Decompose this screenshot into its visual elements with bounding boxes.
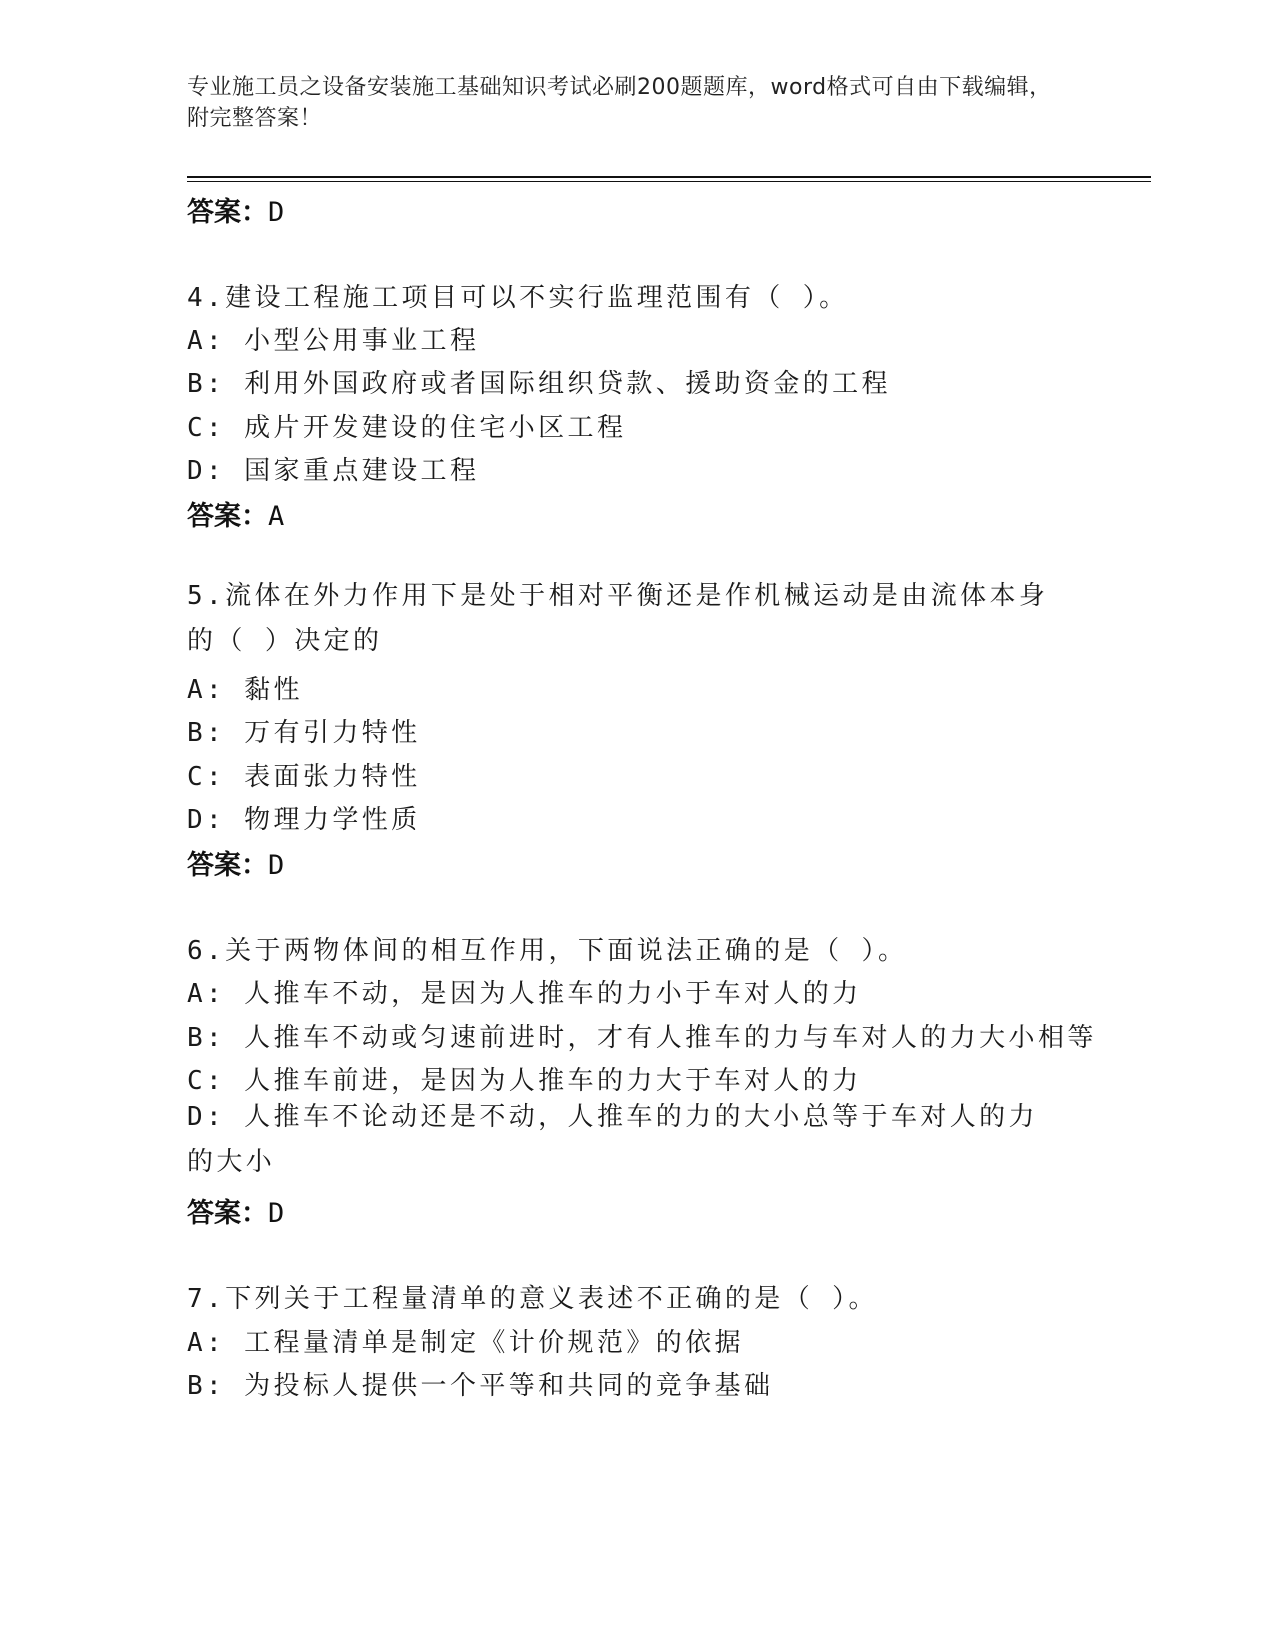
question-stem: 7.下列关于工程量清单的意义表述不正确的是（ ）。 [187, 1284, 878, 1314]
answer-line [187, 190, 284, 229]
answer-label: 答案： [187, 501, 268, 532]
option-d: D: 人推车不论动还是不动，人推车的力的大小总等于车对人的力的大小 [187, 1102, 1038, 1177]
option-a: A: 小型公用事业工程 [187, 326, 480, 356]
answer-label: 答案： [187, 1198, 268, 1229]
answer-letter: D [268, 197, 285, 228]
answer-letter: A [268, 501, 285, 532]
answer-label: 答案： [187, 850, 268, 881]
option-b: B: 为投标人提供一个平等和共同的竞争基础 [187, 1371, 774, 1401]
option-c: C: 表面张力特性 [187, 762, 421, 792]
question-stem: 4.建设工程施工项目可以不实行监理范围有（ ）。 [187, 283, 849, 313]
option-c: C: 成片开发建设的住宅小区工程 [187, 413, 627, 443]
answer-letter: D [268, 850, 285, 881]
option-b: B: 人推车不动或匀速前进时，才有人推车的力与车对人的力大小相等 [187, 1023, 1097, 1053]
answer-label: 答案： [187, 197, 268, 228]
header-divider-thick [187, 176, 1151, 178]
answer-line [187, 494, 284, 533]
option-a: A: 工程量清单是制定《计价规范》的依据 [187, 1328, 744, 1358]
option-d: D: 物理力学性质 [187, 805, 421, 835]
question-stem: 5.流体在外力作用下是处于相对平衡还是作机械运动是由流体本身的（ ）决定的 [187, 581, 1049, 656]
answer-letter: D [268, 1198, 285, 1229]
option-a: A: 人推车不动，是因为人推车的力小于车对人的力 [187, 979, 862, 1009]
option-b: B: 万有引力特性 [187, 718, 421, 748]
header-divider-thin [187, 181, 1151, 182]
answer-line [187, 1191, 284, 1230]
answer-line [187, 843, 284, 882]
option-a: A: 黏性 [187, 675, 303, 705]
option-d: D: 国家重点建设工程 [187, 456, 480, 486]
question-stem: 6.关于两物体间的相互作用，下面说法正确的是（ ）。 [187, 936, 908, 966]
option-c: C: 人推车前进，是因为人推车的力大于车对人的力 [187, 1066, 862, 1096]
document-header: 专业施工员之设备安装施工基础知识考试必刷200题题库，word格式可自由下载编辑，附完整答案！ [187, 75, 1052, 131]
option-b: B: 利用外国政府或者国际组织贷款、援助资金的工程 [187, 369, 891, 399]
